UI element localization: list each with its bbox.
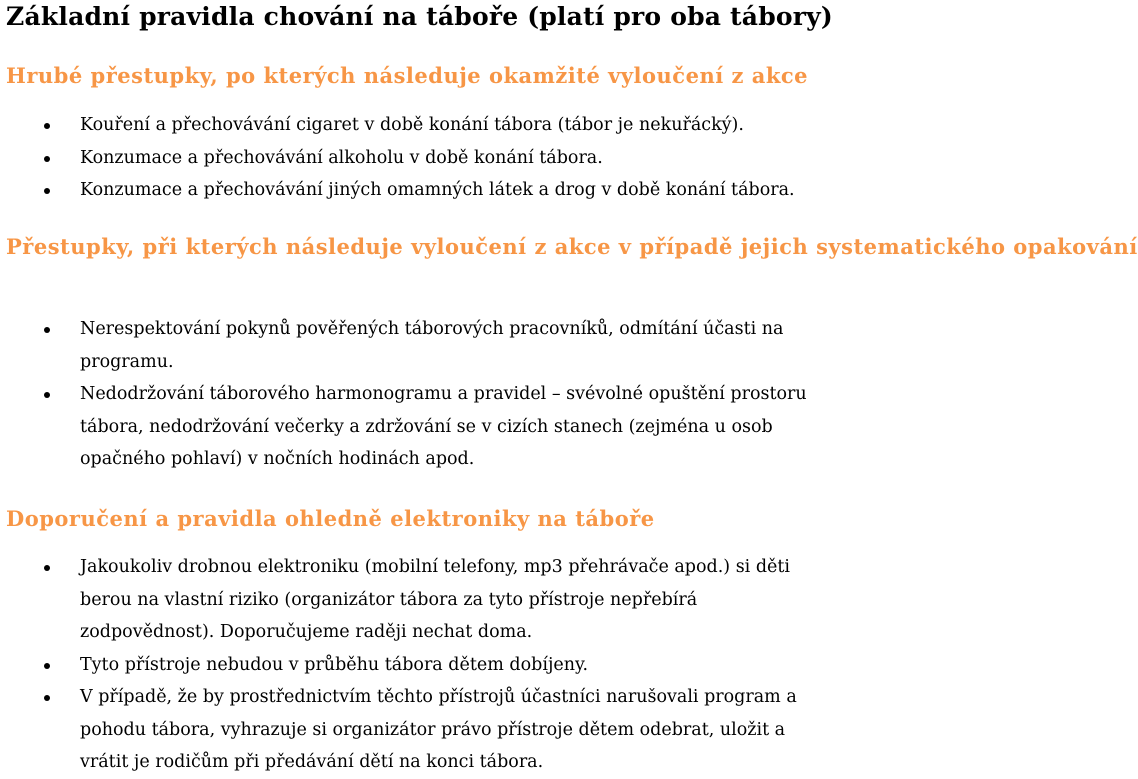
list-item-text: Kouření a přechovávání cigaret v době konání tábora (tábor je nekuřácký). <box>80 115 744 135</box>
list-item <box>0 109 960 142</box>
list-item-text: tábora, nedodržování večerky a zdržování se v cizích stanech (zejména u osob <box>80 416 773 437</box>
bullet-icon <box>44 695 50 701</box>
list-item <box>0 649 960 682</box>
page-title: Základní pravidla chování na táboře (platí pro oba tábory) <box>6 2 833 31</box>
section-heading-gross-offenses <box>6 58 808 94</box>
heading-line: Přestupky, při kterých následuje vyloučení z akce v případě jejich <box>6 234 809 259</box>
section-heading-repeated-offenses <box>6 229 1138 265</box>
list-item-text: Konzumace a přechovávání jiných omamných látek a drog v době konání tábora. <box>80 180 795 200</box>
bullet-icon <box>44 123 50 129</box>
list-item-text: Konzumace a přechovávání alkoholu v době konání tábora. <box>80 147 603 168</box>
list-item <box>0 681 960 779</box>
bullet-icon <box>44 663 50 669</box>
list-item-text: V případě, že by prostřednictvím těchto přístrojů účastníci narušovali program a <box>80 687 797 707</box>
section-heading-electronics <box>6 501 655 537</box>
list-item <box>0 313 960 378</box>
list-item <box>0 174 960 207</box>
list-item <box>0 378 960 476</box>
bullet-icon <box>44 188 50 194</box>
bullet-icon <box>44 327 50 333</box>
repeated-offenses-list <box>0 313 960 476</box>
heading-line: systematického opakování <box>816 234 1138 259</box>
gross-offenses-list <box>0 109 960 207</box>
electronics-rules-list <box>0 551 960 779</box>
list-item-text: programu. <box>80 351 174 372</box>
list-item-text: Tyto přístroje nebudou v průběhu tábora dětem dobíjeny. <box>80 654 589 675</box>
list-item-text: vrátit je rodičům při předávání dětí na konci tábora. <box>80 752 544 772</box>
bullet-icon <box>44 565 50 571</box>
list-item <box>0 551 960 649</box>
list-item-text: Nedodržování táborového harmonogramu a pravidel – svévolné opuštění prostoru <box>80 384 807 404</box>
heading-line: Hrubé přestupky, po kterých následuje okamžité vyloučení z akce <box>6 63 809 88</box>
bullet-icon <box>44 156 50 162</box>
list-item-text: Nerespektování pokynů pověřených táborových pracovníků, odmítání účasti na <box>80 319 784 339</box>
list-item-text: Jakoukoliv drobnou elektroniku (mobilní telefony, mp3 přehrávače apod.) si děti <box>80 557 791 577</box>
list-item-text: opačného pohlaví) v nočních hodinách apod. <box>80 449 475 469</box>
list-item-text: zodpovědnost). Doporučujeme raději nechat doma. <box>80 622 533 642</box>
list-item <box>0 142 960 175</box>
heading-line: Doporučení a pravidla ohledně elektroniky na táboře <box>6 506 655 531</box>
list-item-text: berou na vlastní riziko (organizátor tábora za tyto přístroje nepřebírá <box>80 589 698 610</box>
bullet-icon <box>44 392 50 398</box>
list-item-text: pohodu tábora, vyhrazuje si organizátor právo přístroje dětem odebrat, uložit a <box>80 719 786 740</box>
